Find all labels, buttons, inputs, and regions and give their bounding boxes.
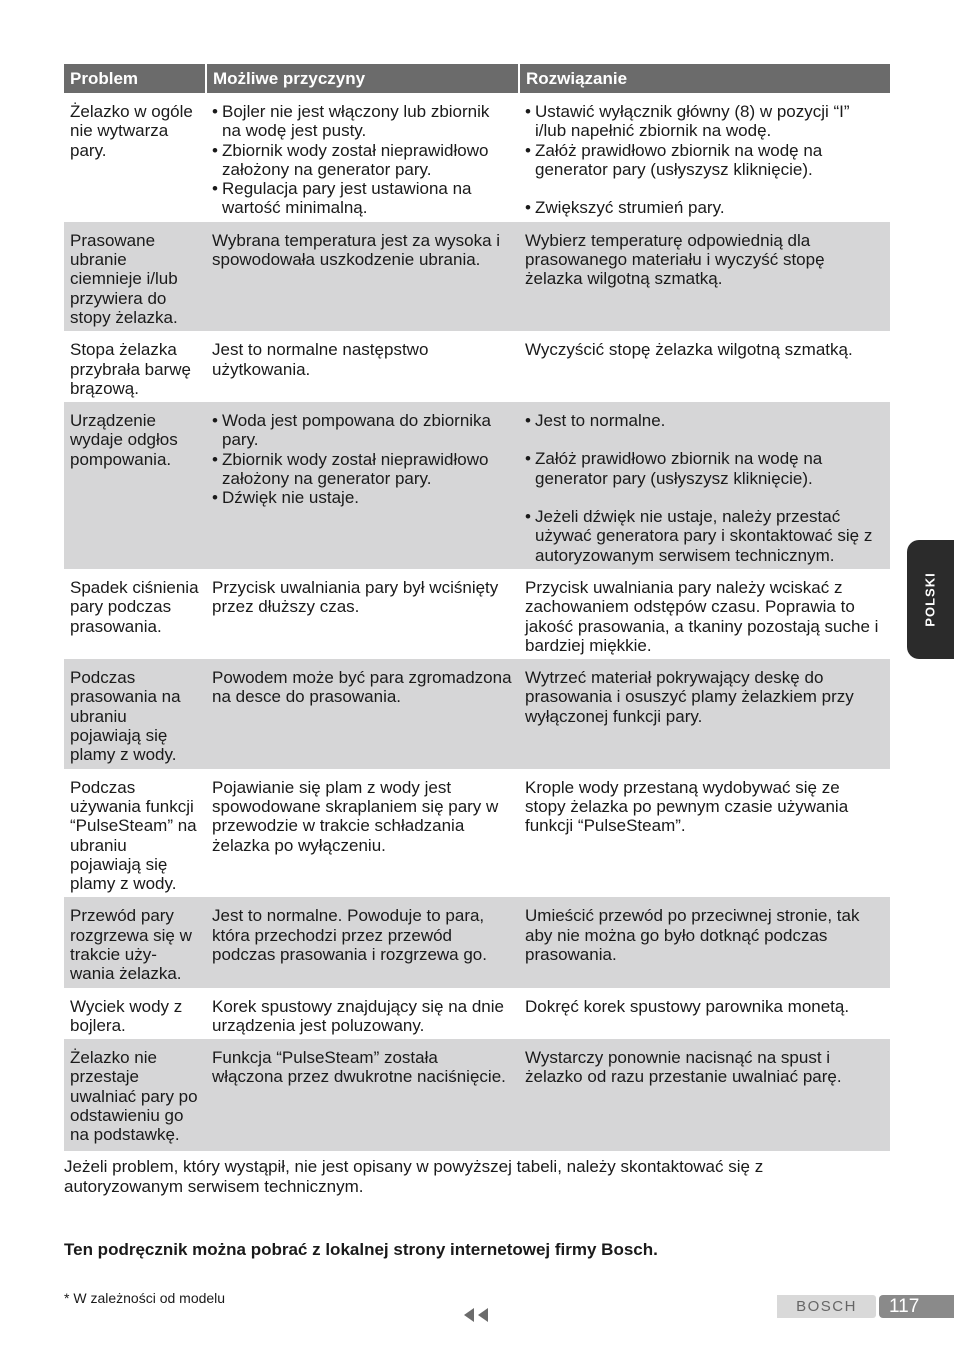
troubleshooting-table xyxy=(64,64,890,1151)
cause-item: • Dźwięk nie ustaje. xyxy=(212,488,513,507)
table-row xyxy=(64,93,890,222)
contact-service-note: Jeżeli problem, który wystąpił, nie jest opisany w powyższej tabeli, należy skontaktować się z autoryzowanym serwisem technicznym. xyxy=(64,1157,764,1196)
rewind-arrows-icon xyxy=(462,1306,492,1329)
table-row xyxy=(64,897,890,987)
problem-cell: Urządzenie wydaje odgłos pompowania. xyxy=(64,402,206,569)
table-row xyxy=(64,659,890,768)
table-row xyxy=(64,569,890,659)
solution-cell: Przycisk uwalniania pary należy wciskać z zachowaniem odstępów czasu. Poprawia to jakość prasowania, a tkaniny pozostają suche i bardziej miękkie. xyxy=(525,577,879,655)
cause-item: • Zbiornik wody został nieprawidłowo założony na generator pary. xyxy=(212,141,513,180)
cause-item: • Woda jest pompowana do zbiornika pary. xyxy=(212,411,513,450)
solution-item: • Załóż prawidłowo zbiornik na wodę na generator pary (usłyszysz kliknięcie). xyxy=(525,141,884,180)
cause-cell: Pojawianie się plam z wody jest spowodowane skraplaniem się pary w przewodzie w trakcie schładzania żelazka po wyłączeniu. xyxy=(212,777,499,855)
solution-cell xyxy=(519,402,890,569)
brand-label: BOSCH xyxy=(777,1295,876,1318)
solution-cell xyxy=(519,93,890,222)
problem-cell: Żelazko w ogóle nie wytwarza pary. xyxy=(70,102,193,160)
solution-cell: Krople wody przestaną wydobywać się ze stopy żelazka po pewnym czasie używania funkcji “PulseSteam”. xyxy=(525,777,849,836)
problem-cell: Podczas używania funkcji “PulseSteam” na ubraniu pojawiają się plamy z wody. xyxy=(70,777,197,894)
solution-cell: Wyczyścić stopę żelazka wilgotną szmatką. xyxy=(525,340,853,360)
causes-cell xyxy=(206,93,519,222)
problem-cell: Stopa żelazka przybrała barwę brązową. xyxy=(70,340,191,398)
language-tab-label: POLSKI xyxy=(923,572,938,627)
cause-cell: Powodem może być para zgromadzona na desce do prasowania. xyxy=(206,659,519,768)
table-row xyxy=(64,402,890,569)
solution-item: • Jeżeli dźwięk nie ustaje, należy przestać używać generatora pary i skontaktować się z autoryzowanym serwisem technicznym. xyxy=(525,507,884,565)
table-row xyxy=(64,1039,890,1150)
header-solution: Rozwiązanie xyxy=(519,64,890,93)
cause-item: • Bojler nie jest włączony lub zbiornik na wodę jest pusty. xyxy=(212,102,513,141)
cause-cell: Jest to normalne. Powoduje to para, która przechodzi przez przewód podczas prasowania i rozgrzewa go. xyxy=(206,897,519,987)
solution-item: • Ustawić wyłącznik główny (8) w pozycji “I” i/lub napełnić zbiornik na wodę. xyxy=(525,102,884,141)
table-row xyxy=(64,769,890,898)
table-row xyxy=(64,331,890,402)
solution-item: • Zwiększyć strumień pary. xyxy=(525,198,884,217)
download-manual-note: Ten podręcznik można pobrać z lokalnej strony internetowej firmy Bosch. xyxy=(64,1240,658,1259)
cause-item: • Zbiornik wody został nieprawidłowo założony na generator pary. xyxy=(212,450,513,489)
header-causes: Możliwe przyczyny xyxy=(206,64,519,93)
table-row xyxy=(64,988,890,1040)
problem-cell: Żelazko nie przestaje uwalniać pary po odstawieniu go na podstawkę. xyxy=(64,1039,206,1150)
solution-item: • Załóż prawidłowo zbiornik na wodę na generator pary (usłyszysz kliknięcie). xyxy=(525,449,884,488)
language-tab xyxy=(907,540,954,659)
solution-cell: Umieścić przewód po przeciwnej stronie, tak aby nie można go było dotknąć podczas prasowania. xyxy=(519,897,890,987)
problem-cell: Prasowane ubranie ciemnieje i/lub przywiera do stopy żelazka. xyxy=(64,222,206,331)
cause-cell: Funkcja “PulseSteam” została włączona przez dwukrotne naciśnięcie. xyxy=(206,1039,519,1150)
problem-cell: Podczas prasowania na ubraniu pojawiają się plamy z wody. xyxy=(64,659,206,768)
solution-cell: Dokręć korek spustowy parownika monetą. xyxy=(525,996,850,1016)
cause-cell: Jest to normalne następstwo użytkowania. xyxy=(212,340,429,379)
solution-cell: Wystarczy ponownie nacisnąć na spust i żelazko od razu przestanie uwalniać parę. xyxy=(519,1039,890,1150)
solution-cell: Wytrzeć materiał pokrywający deskę do prasowania i osuszyć plamy żelazkiem przy wyłączonej funkcji pary. xyxy=(519,659,890,768)
model-footnote: * W zależności od modelu xyxy=(64,1290,226,1306)
problem-cell: Spadek ciśnienia pary podczas prasowania. xyxy=(70,577,199,636)
header-problem: Problem xyxy=(64,64,206,93)
cause-cell: Przycisk uwalniania pary był wciśnięty przez dłuższy czas. xyxy=(212,577,499,617)
solution-cell: Wybierz temperaturę odpowiednią dla prasowanego materiału i wyczyść stopę żelazka wilgotną szmatką. xyxy=(519,222,890,331)
solution-item: • Jest to normalne. xyxy=(525,411,884,430)
causes-cell xyxy=(206,402,519,569)
table-header-row xyxy=(64,64,890,93)
cause-cell: Wybrana temperatura jest za wysoka i spowodowała uszkodzenie ubrania. xyxy=(206,222,519,331)
cause-cell: Korek spustowy znajdujący się na dnie urządzenia jest poluzowany. xyxy=(212,996,504,1035)
problem-cell: Wyciek wody z bojlera. xyxy=(70,996,183,1035)
page-number: 117 xyxy=(879,1295,954,1318)
table-row xyxy=(64,222,890,331)
problem-cell: Przewód pary rozgrzewa się w trakcie uży-wania żelazka. xyxy=(64,897,206,987)
cause-item: • Regulacja pary jest ustawiona na wartość minimalną. xyxy=(212,179,513,218)
